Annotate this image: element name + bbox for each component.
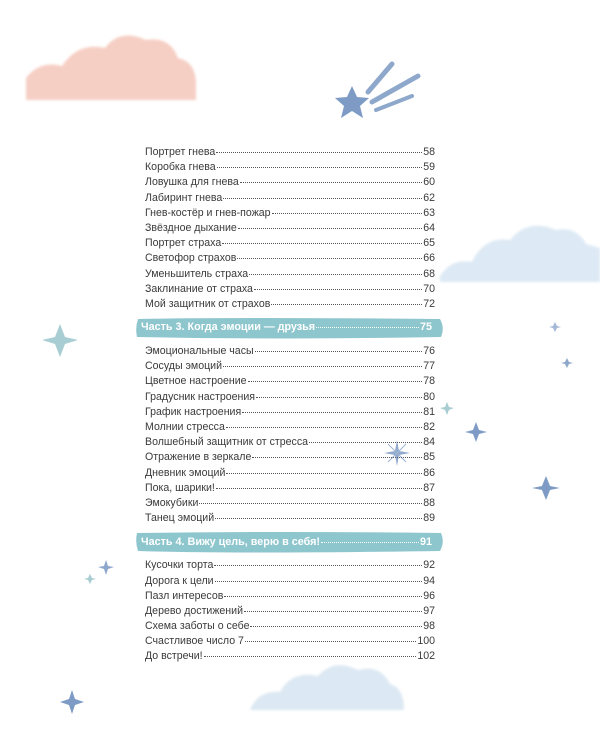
toc-entry[interactable] — [145, 297, 435, 312]
dot-leader — [216, 152, 422, 153]
star-icon — [84, 574, 96, 584]
toc-entry[interactable] — [145, 589, 435, 604]
toc-entry-page: 84 — [423, 436, 435, 449]
toc-entry-page: 68 — [423, 267, 435, 280]
dot-leader — [242, 412, 422, 413]
toc-entry[interactable] — [145, 191, 435, 206]
part-3-heading[interactable] — [135, 317, 445, 339]
dot-leader — [256, 397, 422, 398]
table-of-contents — [141, 145, 435, 665]
toc-group-3 — [145, 558, 435, 664]
toc-entry-page: 70 — [423, 282, 435, 295]
toc-entry[interactable] — [145, 450, 435, 465]
dot-leader — [316, 327, 419, 328]
toc-entry[interactable] — [145, 619, 435, 634]
toc-entry[interactable] — [145, 267, 435, 282]
toc-entry-title: Дневник эмоций — [145, 466, 226, 479]
toc-entry[interactable] — [145, 359, 435, 374]
toc-entry[interactable] — [145, 160, 435, 175]
toc-entry[interactable] — [145, 634, 435, 649]
dot-leader — [255, 351, 423, 352]
dot-leader — [248, 381, 423, 382]
shooting-star-icon — [335, 64, 418, 118]
toc-entry-page: 64 — [423, 221, 435, 234]
toc-entry[interactable] — [145, 496, 435, 511]
toc-entry-title: Звёздное дыхание — [145, 221, 237, 234]
toc-entry[interactable] — [145, 435, 435, 450]
toc-entry-title: Волшебный защитник от стресса — [145, 436, 309, 449]
toc-entry[interactable] — [145, 604, 435, 619]
cloud-pink-top-left — [26, 36, 196, 101]
toc-entry-title: Коробка гнева — [145, 161, 216, 174]
toc-entry-page: 96 — [423, 589, 435, 602]
toc-entry-page: 65 — [423, 237, 435, 250]
toc-entry[interactable] — [145, 282, 435, 297]
toc-entry[interactable] — [145, 420, 435, 435]
toc-entry-title: Портрет гнева — [145, 146, 216, 158]
dot-leader — [217, 167, 423, 168]
toc-entry-page: 102 — [417, 650, 435, 663]
toc-entry-page: 81 — [423, 405, 435, 418]
dot-leader — [226, 473, 422, 474]
toc-entry-title: Молнии стресса — [145, 421, 225, 433]
toc-entry[interactable] — [145, 236, 435, 251]
toc-entry-page: 98 — [423, 620, 435, 633]
toc-entry[interactable] — [145, 344, 435, 359]
toc-entry-page: 66 — [423, 252, 435, 265]
toc-entry-page: 88 — [423, 496, 435, 509]
toc-entry-title: Пока, шарики! — [145, 481, 215, 494]
dot-leader — [204, 656, 417, 657]
part-page: 75 — [419, 321, 432, 334]
dot-leader — [216, 488, 422, 489]
toc-entry-page: 80 — [423, 390, 435, 403]
dot-leader — [244, 611, 422, 612]
dot-leader — [250, 626, 422, 627]
toc-entry-page: 89 — [423, 512, 435, 525]
dot-leader — [222, 243, 422, 244]
toc-entry[interactable] — [145, 481, 435, 496]
toc-entry[interactable] — [145, 221, 435, 236]
toc-entry-title: Заклинание от страха — [145, 282, 253, 295]
toc-entry-title: Дерево достижений — [145, 604, 243, 617]
toc-entry[interactable] — [145, 574, 435, 589]
toc-entry-title: Светофор страхов — [145, 252, 237, 265]
toc-entry-title: Градусник настроения — [145, 390, 255, 403]
dot-leader — [215, 581, 423, 582]
dot-leader — [224, 596, 422, 597]
dot-leader — [271, 304, 422, 305]
toc-entry-title: Отражение в зеркале — [145, 451, 252, 464]
toc-entry-title: Дорога к цели — [145, 574, 214, 587]
toc-entry-page: 82 — [423, 421, 435, 433]
dot-leader — [321, 542, 419, 543]
dot-leader — [272, 213, 423, 214]
toc-entry-title: Уменьшитель страха — [145, 267, 249, 280]
toc-entry[interactable] — [145, 251, 435, 266]
toc-entry-page: 62 — [423, 191, 435, 204]
toc-entry[interactable] — [145, 145, 435, 160]
toc-entry-page: 78 — [423, 375, 435, 388]
toc-entry-page: 63 — [423, 206, 435, 219]
part-title: Часть 4. Вижу цель, верю в себя! — [141, 535, 320, 548]
toc-entry-page: 97 — [423, 604, 435, 617]
dot-leader — [254, 289, 422, 290]
toc-entry-title: Цветное настроение — [145, 375, 247, 388]
toc-entry-title: Портрет страха — [145, 237, 222, 250]
toc-entry-page: 59 — [423, 161, 435, 174]
star-icon — [60, 690, 84, 714]
dot-leader — [214, 565, 422, 566]
star-icon — [532, 476, 560, 500]
toc-entry-title: Гнев-костёр и гнев-пожар — [145, 206, 271, 219]
toc-entry-title: Кусочки торта — [145, 559, 214, 572]
dot-leader — [226, 427, 422, 428]
toc-entry-title: Мой защитник от страхов — [145, 297, 271, 310]
toc-group-1 — [145, 145, 435, 312]
toc-entry[interactable] — [145, 558, 435, 573]
dot-leader — [237, 258, 422, 259]
toc-entry-title: Эмоциональные часы — [145, 345, 254, 358]
toc-entry[interactable] — [145, 405, 435, 420]
part-title: Часть 3. Когда эмоции — друзья — [141, 321, 316, 334]
toc-entry-page: 100 — [417, 635, 435, 648]
toc-entry-title: Схема заботы о себе — [145, 620, 250, 633]
toc-entry-page: 60 — [423, 176, 435, 189]
star-icon — [98, 560, 114, 575]
dot-leader — [309, 442, 422, 443]
dot-leader — [223, 366, 422, 367]
dot-leader — [215, 518, 422, 519]
toc-entry-page: 87 — [423, 481, 435, 494]
toc-entry-page: 72 — [423, 297, 435, 310]
dot-leader — [252, 457, 422, 458]
toc-entry[interactable] — [145, 511, 435, 526]
toc-entry-title: График настроения — [145, 405, 242, 418]
toc-entry-page: 86 — [423, 466, 435, 479]
toc-entry-title: Счастливое число 7 — [145, 635, 244, 648]
toc-entry[interactable] — [145, 374, 435, 389]
toc-entry-title: Эмокубики — [145, 496, 199, 509]
toc-entry-page: 94 — [423, 574, 435, 587]
toc-entry-title: Танец эмоций — [145, 512, 215, 525]
toc-entry[interactable] — [145, 175, 435, 190]
part-4-heading[interactable] — [135, 531, 445, 553]
cloud-blue-bottom — [250, 665, 404, 710]
star-icon — [465, 422, 487, 442]
star-icon — [561, 358, 573, 368]
toc-entry-title: Сосуды эмоций — [145, 360, 223, 373]
dot-leader — [238, 228, 422, 229]
toc-entry-page: 85 — [423, 451, 435, 464]
toc-entry[interactable] — [145, 649, 435, 664]
dot-leader — [245, 641, 416, 642]
toc-entry-title: До встречи! — [145, 650, 203, 663]
toc-entry[interactable] — [145, 390, 435, 405]
toc-entry-title: Пазл интересов — [145, 589, 224, 602]
dot-leader — [240, 182, 422, 183]
part-page: 91 — [419, 535, 432, 548]
dot-leader — [199, 503, 422, 504]
toc-entry-page: 77 — [423, 360, 435, 373]
star-icon — [42, 324, 78, 357]
star-icon — [440, 402, 454, 415]
dot-leader — [249, 274, 422, 275]
star-icon — [549, 322, 561, 332]
toc-entry[interactable] — [145, 206, 435, 221]
dot-leader — [223, 198, 422, 199]
toc-entry-title: Лабиринт гнева — [145, 191, 223, 204]
toc-entry-title: Ловушка для гнева — [145, 176, 239, 189]
cloud-blue-right — [440, 226, 600, 282]
toc-group-2 — [145, 344, 435, 526]
toc-entry-page: 76 — [423, 345, 435, 358]
toc-entry-page: 58 — [423, 146, 435, 158]
toc-entry-page: 92 — [423, 559, 435, 572]
toc-entry[interactable] — [145, 466, 435, 481]
